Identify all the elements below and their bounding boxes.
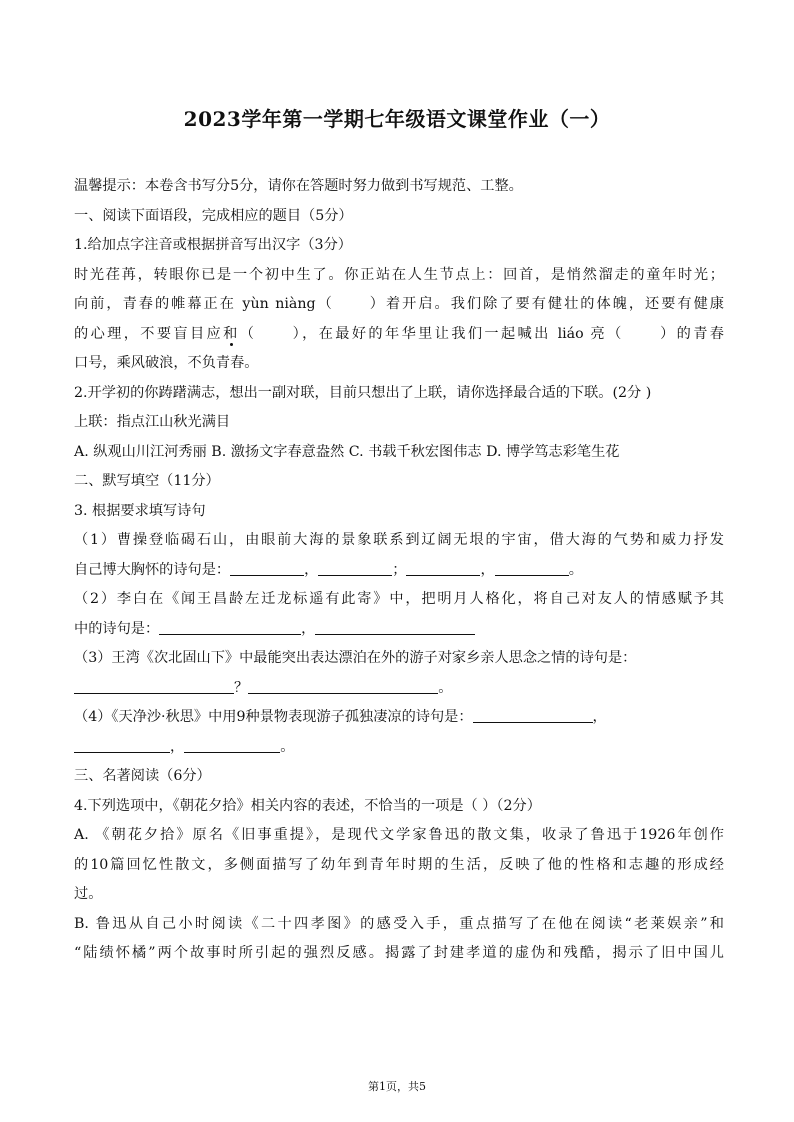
answer-blank[interactable] (74, 736, 170, 753)
answer-blank[interactable] (495, 559, 569, 576)
answer-blank[interactable] (184, 736, 280, 753)
option-a-line-3: 过。 (74, 886, 103, 902)
answer-blank[interactable] (230, 559, 304, 576)
question-1-passage-line-1: 时光荏苒，转眼你已是一个初中生了。你正站在人生节点上：回首，是悄然溜走的童年时光； (74, 266, 724, 283)
prompt-text: （4）《天净沙·秋思》中用9种景物表现游子孤独凄凉的诗句是： (74, 709, 473, 725)
section-2-heading: 二、默写填空（11分） (74, 473, 220, 489)
question-3-part-1-line-2 (74, 556, 724, 586)
passage-text: ）着开启。我们除了要有健壮的体魄，还要有健康 (367, 296, 724, 312)
prompt-text: 自己博大胸怀的诗句是： (74, 561, 231, 578)
dotted-character: 和 (223, 325, 240, 342)
question-1-stem: 1.给加点字注音或根据拼音写出汉字（3分） (74, 237, 352, 253)
option-b-line-2: “陆绩怀橘”两个故事时所引起的强烈反感。揭露了封建孝道的虚伪和残酷，揭示了旧中国儿 (74, 945, 724, 961)
passage-text: （ (239, 325, 257, 342)
comma: ， (304, 561, 319, 578)
prompt-text: 中的诗句是： (74, 620, 160, 637)
option-b-line-1: B. 鲁迅从自己小时阅读《二十四孝图》的感受入手，重点描写了在他在阅读“老莱娱亲”和 (74, 915, 724, 932)
question-3-stem: 3. 根据要求填写诗句 (74, 502, 206, 519)
comma: ， (592, 709, 607, 725)
exam-body (74, 172, 724, 969)
passage-text: ），在最好的年华里让我们一起喊出 liáo 亮（ (290, 325, 624, 342)
question-mark: ？ (234, 679, 249, 696)
answer-blank[interactable] (406, 559, 480, 576)
notice: 温馨提示：本卷含书写分5分，请你在答题时努力做到书写规范、工整。 (74, 178, 523, 194)
period: 。 (280, 738, 295, 755)
question-3-part-3-line-1: （3）王湾《次北固山下》中最能突出表达漂泊在外的游子对家乡亲人思念之情的诗句是： (74, 650, 637, 666)
page-title: 2023学年第一学期七年级语文课堂作业（一） (183, 107, 611, 131)
answer-blank[interactable] (473, 706, 593, 723)
comma: ， (170, 738, 185, 755)
question-3-part-1-line-1: （1）曹操登临碣石山，由眼前大海的景象联系到辽阔无垠的宇宙，借大海的气势和威力抒发 (74, 532, 724, 548)
passage-text: ）的青春 (657, 325, 724, 342)
passage-text: 向前，青春的帷幕正在 yùn niàng（ (74, 296, 334, 312)
comma: ， (480, 561, 495, 578)
couplet-first-line: 上联：指点江山秋光满目 (74, 414, 231, 430)
answer-blank[interactable] (315, 618, 475, 635)
question-3-part-2-line-2 (74, 615, 724, 645)
question-3-part-4-line-1 (74, 703, 724, 733)
question-1-passage-line-4: 口号，乘风破浪，不负青春。 (74, 355, 259, 371)
question-2-stem: 2.开学初的你踌躇满志，想出一副对联，目前只想出了上联，请你选择最合适的下联。(2分 ) (74, 384, 652, 401)
section-3-heading: 三、名著阅读（6分） (74, 768, 211, 784)
question-1-passage-line-2 (74, 290, 724, 320)
option-a-line-1: A. 《朝花夕拾》原名《旧事重提》，是现代文学家鲁迅的散文集，收录了鲁迅于1926年创作 (74, 827, 724, 843)
period: 。 (438, 679, 453, 696)
comma: ， (301, 620, 316, 637)
page-footer: 第1页，共5 (368, 1080, 426, 1093)
section-1-heading: 一、阅读下面语段，完成相应的题目（5分） (74, 207, 353, 224)
question-3-part-4-line-2 (74, 733, 724, 763)
option-a-line-2: 的10篇回忆性散文，多侧面描写了幼年到青年时期的生活，反映了他的性格和志趣的形成经 (74, 856, 724, 873)
question-1-passage-line-3 (74, 320, 724, 350)
question-2-options: A. 纵观山川江河秀丽 B. 激扬文字春意盎然 C. 书载千秋宏图伟志 D. 博学笃志彩笔生花 (74, 443, 620, 460)
question-4-stem: 4.下列选项中，《朝花夕拾》相关内容的表述，不恰当的一项是（ ）（2分） (74, 797, 541, 814)
question-3-part-3-line-2 (74, 674, 724, 704)
answer-blank[interactable] (159, 618, 301, 635)
question-3-part-2-line-1: （2）李白在《闻王昌龄左迁龙标遥有此寄》中，把明月人格化，将自己对友人的情感赋予其 (74, 591, 724, 607)
period: 。 (568, 561, 583, 578)
semicolon: ； (392, 561, 407, 578)
answer-blank[interactable] (248, 677, 438, 694)
answer-blank[interactable] (74, 677, 234, 694)
passage-text: 的心理，不要盲目应 (74, 325, 224, 342)
answer-blank[interactable] (318, 559, 392, 576)
